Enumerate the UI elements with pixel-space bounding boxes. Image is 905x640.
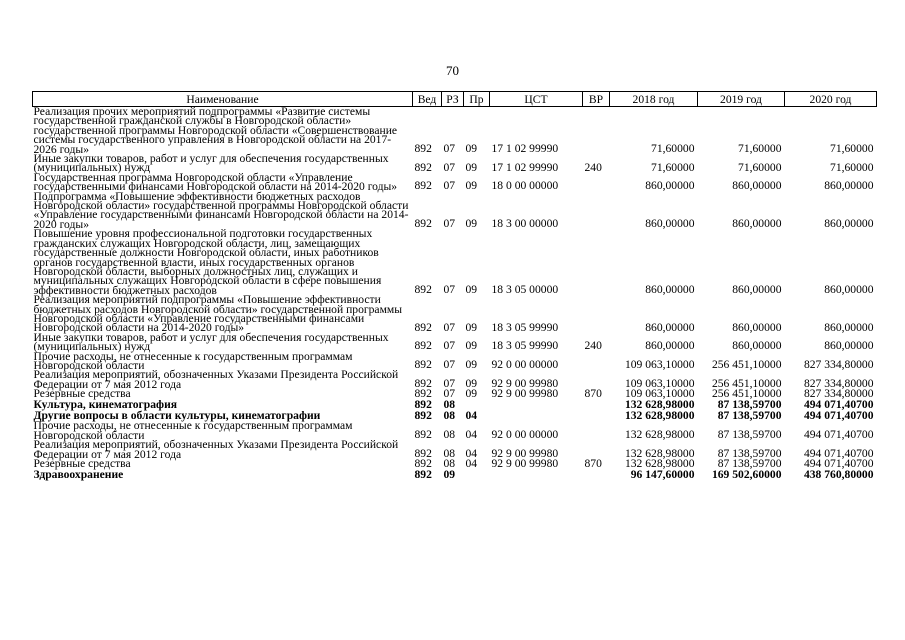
cell-cst <box>490 399 583 410</box>
cell-rz: 09 <box>443 468 456 482</box>
budget-table <box>32 91 877 480</box>
cell-rz: 07 <box>443 339 456 353</box>
table-row <box>33 192 877 230</box>
col-header-2020: 2020 год <box>785 92 877 107</box>
cell-cst <box>490 469 583 480</box>
cell-pr: 09 <box>465 141 478 155</box>
table-row <box>33 333 877 352</box>
cell-ved: 892 <box>414 409 432 423</box>
cell-y2018: 71,60000 <box>651 160 695 174</box>
cell-y2019: 87 138,59700 <box>717 409 782 423</box>
cell-pr: 09 <box>465 282 478 296</box>
cell-ved: 892 <box>414 358 432 372</box>
table-row <box>33 107 877 155</box>
cell-y2018: 71,60000 <box>651 141 695 155</box>
cell-y2018: 132 628,98000 <box>624 457 695 471</box>
cell-cst: 18 3 05 99990 <box>491 339 559 353</box>
cell-vr <box>583 410 610 421</box>
cell-y2020: 827 334,80000 <box>803 358 874 372</box>
cell-y2018: 860,00000 <box>645 179 695 193</box>
table-row <box>33 173 877 192</box>
cell-pr: 04 <box>465 446 478 460</box>
cell-ved: 892 <box>414 398 432 412</box>
cell-rz: 08 <box>443 446 456 460</box>
cell-pr: 09 <box>465 358 478 372</box>
table-row <box>33 229 877 295</box>
cell-cst: 92 9 00 99980 <box>491 376 559 390</box>
cell-vr <box>583 295 610 333</box>
cell-y2018: 860,00000 <box>645 217 695 231</box>
cell-cst <box>490 410 583 421</box>
cell-vr <box>583 469 610 480</box>
col-header-name: Наименование <box>33 92 413 107</box>
cell-ved: 892 <box>414 217 432 231</box>
cell-y2020: 438 760,80000 <box>803 468 874 482</box>
cell-pr: 09 <box>465 320 478 334</box>
cell-name: Реализация мероприятий, обозначенных Указами Президента Российской Федерации от 7 мая 2012 года <box>33 438 399 461</box>
cell-cst: 92 0 00 00000 <box>491 428 559 441</box>
cell-name: Реализация прочих мероприятий подпрограммы «Развитие системы государственной гражданской службы в Новгородской области» государственной программы Новгородской области «Совершенствование системы государственного управления в Новгородской области на 2017-2026 годы» <box>33 105 398 156</box>
cell-y2020: 494 071,40700 <box>803 457 874 471</box>
cell-pr: 04 <box>465 428 478 441</box>
cell-name: Здравоохранение <box>33 468 124 482</box>
cell-y2019: 87 138,59700 <box>717 428 782 441</box>
cell-name: Культура, кинематография <box>33 398 178 412</box>
cell-ved: 892 <box>414 282 432 296</box>
cell-ved: 892 <box>414 141 432 155</box>
cell-y2019: 860,00000 <box>732 320 782 334</box>
col-header-rz: РЗ <box>442 92 464 107</box>
cell-y2020: 494 071,40700 <box>803 428 874 441</box>
cell-rz: 08 <box>443 398 456 412</box>
cell-vr: 870 <box>584 387 602 401</box>
cell-rz: 08 <box>443 409 456 423</box>
cell-y2020: 860,00000 <box>824 320 874 334</box>
cell-name: Иные закупки товаров, работ и услуг для обеспечения государственных (муниципальных) нужд <box>33 152 389 175</box>
cell-y2020: 827 334,80000 <box>803 387 874 401</box>
cell-y2019: 87 138,59700 <box>717 398 782 412</box>
cell-rz: 08 <box>443 457 456 471</box>
cell-pr: 09 <box>465 387 478 401</box>
cell-cst: 92 9 00 99980 <box>491 387 559 401</box>
cell-y2018: 96 147,60000 <box>630 468 695 482</box>
cell-rz: 07 <box>443 217 456 231</box>
cell-y2019: 169 502,60000 <box>711 468 782 482</box>
cell-pr: 09 <box>465 179 478 193</box>
cell-y2020: 860,00000 <box>824 217 874 231</box>
cell-y2020: 860,00000 <box>824 339 874 353</box>
cell-y2019: 256 451,10000 <box>711 376 782 390</box>
cell-cst: 18 3 05 99990 <box>491 320 559 334</box>
cell-y2018: 109 063,10000 <box>624 387 695 401</box>
cell-pr <box>464 469 490 480</box>
cell-rz: 07 <box>443 376 456 390</box>
cell-ved: 892 <box>414 376 432 390</box>
cell-rz: 07 <box>443 282 456 296</box>
cell-vr <box>583 421 610 440</box>
cell-y2019: 87 138,59700 <box>717 446 782 460</box>
cell-vr <box>583 192 610 230</box>
cell-name: Подпрограмма «Повышение эффективности бюджетных расходов Новгородской области» государственной программы Новгородской области «Управление государственными финансами Новгородской области на 2014-2020 годы» <box>33 189 409 231</box>
cell-pr: 09 <box>465 376 478 390</box>
cell-vr <box>583 107 610 155</box>
cell-pr: 04 <box>465 409 478 423</box>
table-body <box>33 107 877 481</box>
cell-name: Прочие расходы, не отнесенные к государственным программам Новгородской области <box>33 419 353 442</box>
cell-y2019: 860,00000 <box>732 217 782 231</box>
cell-rz: 07 <box>443 358 456 372</box>
cell-y2020: 860,00000 <box>824 179 874 193</box>
cell-y2018: 109 063,10000 <box>624 358 695 372</box>
cell-vr <box>583 173 610 192</box>
cell-y2018: 132 628,98000 <box>624 446 695 460</box>
cell-name: Реализация мероприятий подпрограммы «Повышение эффективности бюджетных расходов Новгородской области» государственной программы Новгородской области «Управление государственными финансами Новгородской области на 2014-2020 годы» <box>33 293 403 335</box>
cell-y2020: 71,60000 <box>830 160 874 174</box>
cell-y2019: 256 451,10000 <box>711 358 782 372</box>
cell-rz: 07 <box>443 320 456 334</box>
cell-ved: 892 <box>414 457 432 471</box>
cell-y2018: 132 628,98000 <box>624 398 695 412</box>
cell-rz: 07 <box>443 141 456 155</box>
cell-cst: 92 0 00 00000 <box>491 358 559 372</box>
cell-name: Государственная программа Новгородской области «Управление государственными финансами Новгородской области на 2014-2020 годы» <box>33 170 398 194</box>
cell-y2020: 71,60000 <box>830 141 874 155</box>
cell-cst: 17 1 02 99990 <box>491 141 559 155</box>
cell-ved: 892 <box>414 339 432 353</box>
col-header-vr: ВР <box>583 92 610 107</box>
cell-pr: 04 <box>465 457 478 471</box>
cell-y2019: 860,00000 <box>732 339 782 353</box>
cell-cst: 18 3 05 00000 <box>491 282 559 296</box>
cell-ved: 892 <box>414 446 432 460</box>
cell-pr: 09 <box>465 339 478 353</box>
page-number: 70 <box>446 63 459 78</box>
cell-y2020: 494 071,40700 <box>803 409 874 423</box>
col-header-2018: 2018 год <box>610 92 698 107</box>
cell-y2018: 109 063,10000 <box>624 376 695 390</box>
cell-name: Реализация мероприятий, обозначенных Указами Президента Российской Федерации от 7 мая 2012 года <box>33 368 399 391</box>
cell-rz: 07 <box>443 179 456 193</box>
cell-vr <box>583 399 610 410</box>
cell-y2019: 256 451,10000 <box>711 387 782 401</box>
cell-y2018: 132 628,98000 <box>624 409 695 423</box>
cell-y2018: 132 628,98000 <box>624 428 695 441</box>
cell-ved: 892 <box>414 160 432 174</box>
cell-ved: 892 <box>414 387 432 401</box>
cell-ved: 892 <box>414 428 432 441</box>
cell-vr <box>583 229 610 295</box>
cell-rz: 07 <box>443 387 456 401</box>
cell-name: Иные закупки товаров, работ и услуг для обеспечения государственных (муниципальных) нужд <box>33 330 389 354</box>
cell-rz: 07 <box>443 160 456 174</box>
cell-vr: 240 <box>584 339 602 353</box>
cell-vr: 870 <box>584 457 602 471</box>
cell-y2019: 860,00000 <box>732 282 782 296</box>
cell-name: Повышение уровня профессиональной подготовки государственных гражданских служащих Новгородской области, лиц, замещающих государственные должности Новгородской области, иных работников органов государственной власти, иных государственных органов Новгородской области, выборных должностных лиц, служащих и муниципальных служащих Новгородской области в сфере повышения эффективности бюджетных расходов <box>33 227 382 297</box>
cell-vr <box>583 352 610 371</box>
col-header-ved: Вед <box>413 92 442 107</box>
cell-y2020: 860,00000 <box>824 282 874 296</box>
cell-ved: 892 <box>414 179 432 193</box>
col-header-pr: Пр <box>464 92 490 107</box>
cell-y2020: 827 334,80000 <box>803 376 874 390</box>
cell-cst: 17 1 02 99990 <box>491 160 559 174</box>
cell-y2019: 71,60000 <box>738 160 782 174</box>
cell-y2018: 860,00000 <box>645 320 695 334</box>
table-row <box>33 469 877 480</box>
cell-name: Другие вопросы в области культуры, кинематографии <box>33 409 321 423</box>
cell-ved: 892 <box>414 320 432 334</box>
col-header-cst: ЦСТ <box>490 92 583 107</box>
cell-y2019: 71,60000 <box>738 141 782 155</box>
cell-vr: 240 <box>584 160 602 174</box>
cell-rz: 08 <box>443 428 456 441</box>
cell-y2018: 860,00000 <box>645 339 695 353</box>
cell-name: Резервные средства <box>33 387 131 401</box>
cell-y2018: 860,00000 <box>645 282 695 296</box>
cell-pr: 09 <box>465 160 478 174</box>
col-header-2019: 2019 год <box>698 92 785 107</box>
cell-name: Прочие расходы, не отнесенные к государственным программам Новгородской области <box>33 349 353 372</box>
cell-y2019: 860,00000 <box>732 179 782 193</box>
cell-cst: 92 9 00 99980 <box>491 446 559 460</box>
cell-name: Резервные средства <box>33 457 131 471</box>
cell-cst: 18 0 00 00000 <box>491 179 559 193</box>
cell-cst: 18 3 00 00000 <box>491 217 559 231</box>
cell-cst: 92 9 00 99980 <box>491 457 559 471</box>
cell-ved: 892 <box>414 468 432 482</box>
cell-y2020: 494 071,40700 <box>803 446 874 460</box>
cell-y2019: 87 138,59700 <box>717 457 782 471</box>
cell-pr: 09 <box>465 217 478 231</box>
cell-y2020: 494 071,40700 <box>803 398 874 412</box>
table-row <box>33 295 877 333</box>
